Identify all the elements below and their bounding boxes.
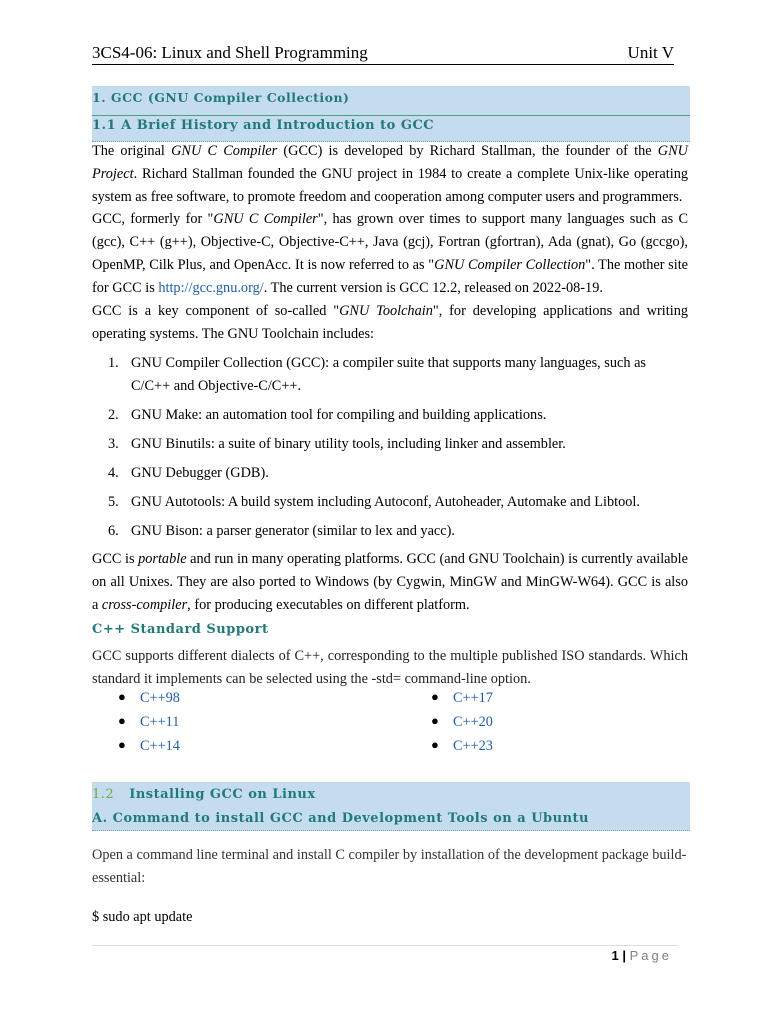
list-item — [92, 520, 688, 543]
list-number: 1. — [108, 355, 119, 371]
page-label: Page — [629, 948, 672, 963]
list-number: 2. — [108, 407, 119, 423]
text-run: The original — [92, 143, 172, 159]
standard-label: C++20 — [453, 714, 493, 730]
list-item — [92, 462, 688, 485]
footer-rule — [92, 945, 678, 946]
standard-label: C++14 — [140, 738, 180, 754]
section-1-1-heading-band — [92, 116, 690, 142]
list-text: GNU Autotools: A build system including Autoconf, Autoheader, Automake and Libtool. — [131, 494, 640, 510]
intro-paragraph — [92, 140, 688, 209]
italic-term: GNU Toolchain — [339, 303, 433, 319]
gcc-site-link[interactable]: http://gcc.gnu.org/ — [158, 280, 264, 296]
list-item — [92, 433, 688, 456]
section-1-1-heading: 1.1 A Brief History and Introduction to GCC — [92, 118, 435, 133]
text-run: GCC is — [92, 551, 139, 567]
list-text: GNU Binutils: a suite of binary utility tools, including linker and assembler. — [131, 436, 566, 452]
standard-item[interactable] — [118, 713, 180, 731]
standard-label: C++23 — [453, 738, 493, 754]
bullet-icon: ● — [431, 713, 439, 728]
install-paragraph: Open a command line terminal and install C compiler by installation of the development package build-essential: — [92, 847, 687, 886]
italic-term: GNU Project — [92, 143, 688, 182]
section-number: 1.2 — [92, 787, 115, 802]
standard-label: C++11 — [140, 714, 180, 730]
italic-term: portable — [138, 551, 187, 567]
bullet-icon: ● — [118, 737, 126, 752]
install-heading-band — [92, 782, 690, 831]
italic-term: GNU C Compiler — [171, 143, 278, 159]
text-run: ", has grown over times to support many languages such as C (gcc), C++ (g++), Objective-C, Objective-C++, Java (gcj), Fortran (gfortran), Ada (gnat), Go (gccgo), OpenMP, Cilk Plus, and OpenAcc. It is now referred to as " — [92, 211, 689, 273]
list-text: GNU Bison: a parser generator (similar to lex and yacc). — [131, 523, 455, 539]
page-number: 1 — [611, 948, 619, 963]
page-header — [92, 42, 674, 65]
section-1-2-heading — [92, 787, 316, 802]
bullet-icon: ● — [118, 689, 126, 704]
text-run: GCC is a key component of so-called " — [92, 303, 340, 319]
text-run: ", for developing applications and writing operating systems. The GNU Toolchain includes: — [92, 303, 688, 342]
standard-item[interactable] — [118, 737, 180, 755]
toolchain-list — [92, 352, 688, 543]
section-title: Installing GCC on Linux — [129, 787, 316, 802]
list-item — [92, 352, 688, 398]
section-1-heading: 1. GCC (GNU Compiler Collection) — [92, 90, 350, 105]
text-run: and run in many operating platforms. GCC (and GNU Toolchain) is currently available on all Unixes. They are also ported to Windows (by Cygwin, MinGW and MinGW-W64). GCC is also a — [92, 551, 688, 613]
cpp-standard-paragraph: GCC supports different dialects of C++, corresponding to the multiple published ISO standards. Which standard it implements can be selected using the -std= command-line option. — [92, 648, 688, 687]
standard-label: C++98 — [140, 690, 180, 706]
italic-term: GNU Compiler Collection — [434, 257, 586, 273]
text-run: . Richard Stallman founded the GNU project in 1984 to create a complete Unix-like operating system as free software, to promote freedom and cooperation among computer users and programmers. — [92, 166, 688, 205]
list-item — [92, 491, 688, 514]
section-1-heading-band — [92, 86, 690, 116]
standard-label: C++17 — [453, 690, 493, 706]
list-number: 3. — [108, 436, 119, 452]
list-text: GNU Make: an automation tool for compiling and building applications. — [131, 407, 547, 423]
standard-item[interactable] — [118, 689, 180, 707]
italic-term: GNU C Compiler — [213, 211, 318, 227]
portability-paragraph — [92, 548, 688, 617]
section-a-heading: A. Command to install GCC and Development Tools on a Ubuntu — [92, 811, 589, 826]
list-number: 5. — [108, 494, 119, 510]
standard-item[interactable] — [431, 737, 493, 755]
standard-item[interactable] — [431, 689, 493, 707]
install-command: $ sudo apt update — [92, 909, 193, 925]
cpp-standard-heading: C++ Standard Support — [92, 622, 269, 637]
text-run: GCC, formerly for " — [92, 211, 214, 227]
page-separator: | — [622, 948, 626, 963]
list-number: 4. — [108, 465, 119, 481]
list-text: GNU Debugger (GDB). — [131, 465, 269, 481]
languages-paragraph — [92, 208, 688, 300]
text-run: . The current version is GCC 12.2, released on 2022-08-19. — [263, 280, 603, 296]
course-title: 3CS4-06: Linux and Shell Programming — [92, 43, 368, 62]
list-text: GNU Compiler Collection (GCC): a compiler suite that supports many languages, such as C/C++ and Objective-C/C++. — [131, 355, 646, 394]
text-run: (GCC) is developed by Richard Stallman, the founder of the — [277, 143, 658, 159]
list-item — [92, 404, 688, 427]
italic-term: cross-compiler — [101, 597, 188, 613]
unit-label: Unit V — [627, 43, 674, 62]
page-footer — [612, 948, 673, 963]
text-run: ". The mother site for GCC is — [92, 257, 689, 296]
text-run: , for producing executables on different platform. — [187, 597, 470, 613]
bullet-icon: ● — [431, 689, 439, 704]
standard-item[interactable] — [431, 713, 493, 731]
bullet-icon: ● — [431, 737, 439, 752]
list-number: 6. — [108, 523, 119, 539]
bullet-icon: ● — [118, 713, 126, 728]
toolchain-paragraph — [92, 300, 688, 346]
